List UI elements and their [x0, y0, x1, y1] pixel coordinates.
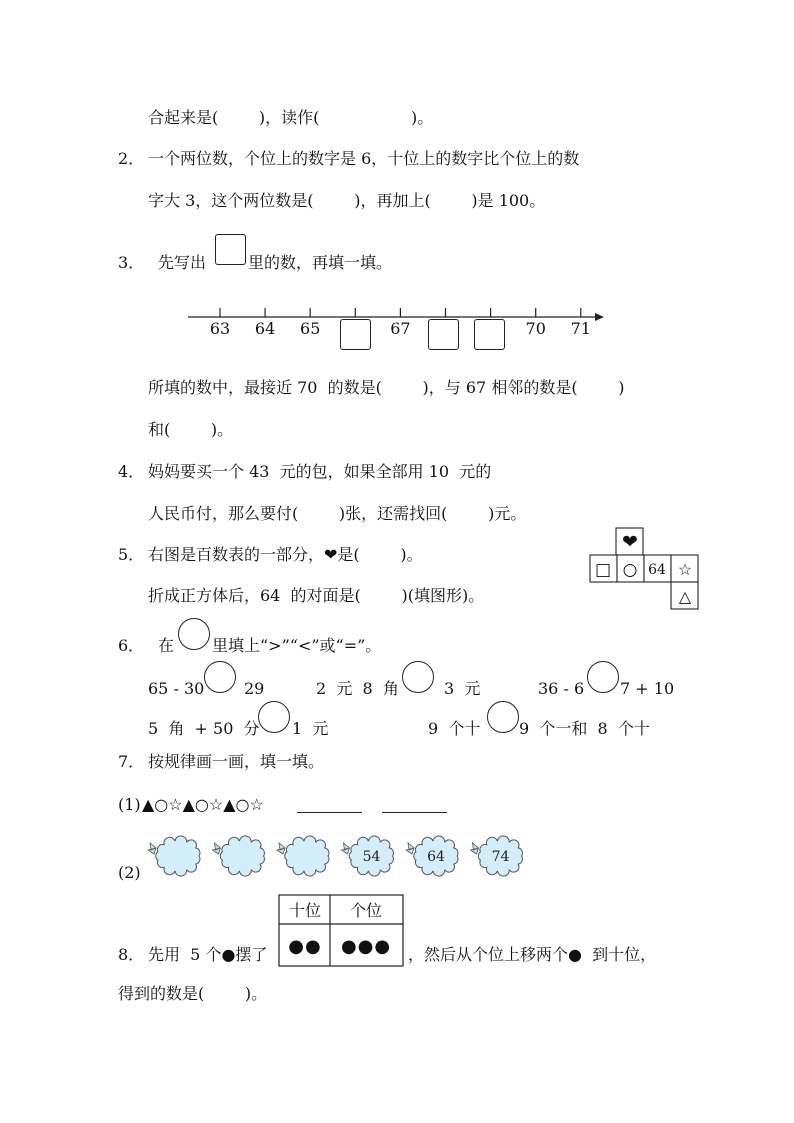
ones-header: 个位	[349, 901, 383, 920]
tens-dots: ●●	[288, 936, 322, 957]
cloud-number: 54	[362, 849, 381, 865]
number-line-label: 71	[570, 319, 591, 338]
q6a-right: 29	[244, 679, 265, 698]
q8-prompt-post: ，然后从个位上移两个● 到十位，	[408, 945, 657, 964]
cloud-sequence	[146, 828, 536, 884]
cloud-3[interactable]	[277, 836, 329, 876]
q4-number: 4．	[118, 462, 145, 481]
q6b-right: 3 元	[444, 679, 481, 698]
number-line-label: 65	[300, 319, 321, 338]
q6-number: 6．	[118, 636, 145, 655]
q6d-left: 5 角 + 50 分	[148, 719, 260, 738]
q2-line2: 字大 3，这个两位数是( )，再加上( )是 100。	[148, 191, 546, 210]
q5-number: 5．	[118, 545, 145, 564]
cloud-6	[471, 836, 523, 876]
q2-line1: 一个两位数，个位上的数字是 6，十位上的数字比个位上的数	[148, 149, 580, 168]
number-line	[180, 300, 620, 360]
q3-line1: 所填的数中，最接近 70 的数是( )，与 67 相邻的数是( )	[148, 378, 625, 397]
q6e-answer-circle[interactable]	[487, 701, 519, 733]
q6d-answer-circle[interactable]	[258, 701, 290, 733]
q6e-left: 9 个十	[428, 719, 481, 738]
q8-line2: 得到的数是( )。	[118, 984, 268, 1003]
q6a-left: 65 - 30	[148, 679, 205, 698]
q6d-right: 1 元	[292, 719, 329, 738]
q6b-answer-circle[interactable]	[402, 661, 434, 693]
heart-icon: ❤	[622, 531, 638, 553]
q3-prompt-pre: 先写出	[158, 253, 207, 272]
cloud-number: 74	[491, 849, 510, 865]
q3-answer-box-sample	[215, 234, 246, 265]
cube-net	[589, 527, 701, 611]
q6a-answer-circle[interactable]	[204, 661, 236, 693]
ones-dots: ●●●	[340, 936, 392, 957]
q7-part1-blank-2[interactable]	[382, 812, 447, 813]
star-icon: ☆	[677, 560, 693, 579]
q1-tail: 合起来是( )，读作( )。	[148, 108, 434, 127]
cloud-1[interactable]	[148, 836, 200, 876]
cloud-2[interactable]	[213, 836, 265, 876]
number-line-box-66[interactable]	[340, 319, 371, 350]
q8-number: 8．	[118, 945, 145, 964]
q7-title: 按规律画一画，填一填。	[148, 752, 325, 771]
triangle-icon: △	[678, 587, 692, 606]
q4-line2: 人民币付，那么要付( )张，还需找回( )元。	[148, 504, 527, 523]
q7-number: 7．	[118, 752, 145, 771]
q6c-answer-circle[interactable]	[587, 661, 619, 693]
number-line-box-68[interactable]	[428, 319, 459, 350]
q3-number: 3．	[118, 253, 145, 272]
q2-number: 2．	[118, 149, 145, 168]
q3-line2: 和( )。	[148, 420, 234, 439]
q7-part2-label: (2)	[118, 863, 141, 882]
q4-line1: 妈妈要买一个 43 元的包，如果全部用 10 元的	[148, 462, 492, 481]
q6-prompt-post: 里填上“>”“<”或“=”。	[212, 636, 382, 655]
q6c-right: 7 + 10	[620, 679, 675, 698]
number-line-label: 67	[390, 319, 411, 338]
q7-part1-label: (1)	[118, 795, 141, 814]
tens-header: 十位	[288, 901, 322, 920]
net-cell-64: 64	[648, 562, 666, 578]
q7-part1-blank-1[interactable]	[297, 812, 362, 813]
q5-line1: 右图是百数表的一部分，❤是( )。	[148, 545, 423, 564]
q5-line2: 折成正方体后，64 的对面是( )(填图形)。	[148, 586, 485, 605]
q7-part1-sequence: ▲○☆▲○☆▲○☆	[142, 795, 264, 814]
cloud-5	[406, 836, 458, 876]
q6e-right: 9 个一和 8 个十	[519, 719, 650, 738]
number-line-label: 64	[254, 319, 276, 338]
number-line-box-69[interactable]	[474, 319, 505, 350]
number-line-label: 70	[525, 319, 546, 338]
circle-icon: ○	[622, 560, 638, 580]
number-line-label: 63	[209, 319, 231, 338]
q6b-left: 2 元 8 角	[316, 679, 399, 698]
square-icon: □	[594, 560, 612, 580]
q6c-left: 36 - 6	[538, 679, 585, 698]
q8-prompt-pre: 先用 5 个●摆了	[148, 945, 268, 964]
cloud-4	[342, 836, 394, 876]
q6-prompt-pre: 在	[158, 636, 175, 655]
place-value-table	[278, 894, 405, 968]
q3-prompt-post: 里的数，再填一填。	[248, 253, 393, 272]
q6-sample-circle	[178, 618, 210, 650]
cloud-number: 64	[427, 849, 445, 865]
